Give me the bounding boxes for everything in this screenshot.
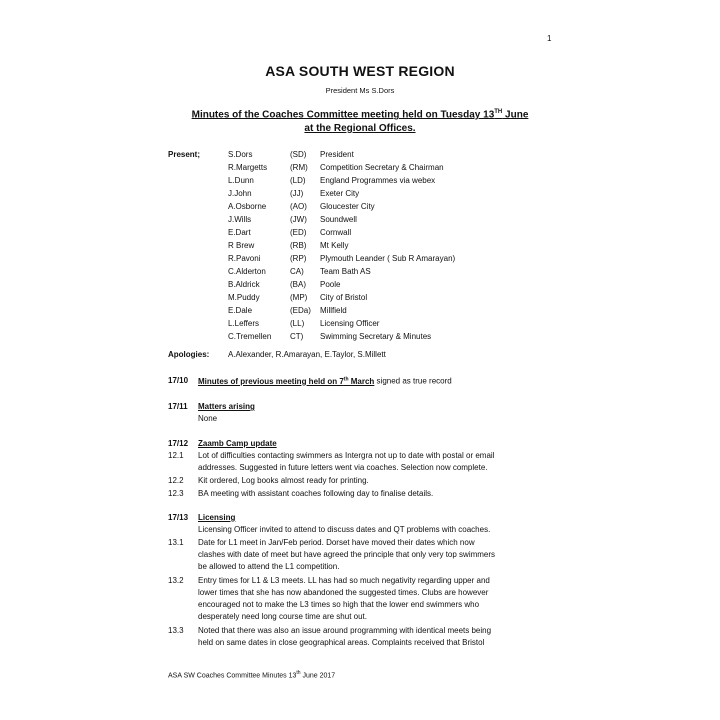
paragraph-line: Lot of difficulties contacting swimmers as Intergra not up to date with postal or email xyxy=(198,451,495,460)
paragraph-line: Licensing Officer invited to attend to discuss dates and QT problems with coaches. xyxy=(198,525,491,534)
attendee-role: City of Bristol xyxy=(320,293,368,302)
attendee-role: England Programmes via webex xyxy=(320,176,436,185)
attendee-initials: (LD) xyxy=(290,176,306,185)
paragraph-line: be allowed to attend the L1 competition. xyxy=(198,562,340,571)
attendee-initials: (EDa) xyxy=(290,306,311,315)
attendee-name: J.John xyxy=(228,189,252,198)
attendee-initials: (MP) xyxy=(290,293,308,302)
paragraph-line: encouraged not to make the L3 times so high that the lower end swimmers who xyxy=(198,600,480,609)
attendee-name: E.Dart xyxy=(228,228,251,237)
attendee-role: Competition Secretary & Chairman xyxy=(320,163,444,172)
document-title: ASA SOUTH WEST REGION xyxy=(265,63,455,79)
item-number: 17/12 xyxy=(168,439,189,448)
paragraph-number: 12.3 xyxy=(168,489,184,498)
attendee-initials: (RM) xyxy=(290,163,308,172)
attendee-role: Team Bath AS xyxy=(320,267,371,276)
attendee-name: C.Alderton xyxy=(228,267,266,276)
attendee-initials: (ED) xyxy=(290,228,307,237)
attendee-name: C.Tremellen xyxy=(228,332,272,341)
attendee-initials: (JJ) xyxy=(290,189,304,198)
paragraph-line: Noted that there was also an issue around programming with identical meets being xyxy=(198,626,492,635)
attendee-role: President xyxy=(320,150,354,159)
page-footer: ASA SW Coaches Committee Minutes 13th June 2017 xyxy=(168,670,336,680)
attendee-initials: (RP) xyxy=(290,254,307,263)
attendee-initials: (RB) xyxy=(290,241,307,250)
page-number: 1 xyxy=(547,34,552,43)
attendee-name: M.Puddy xyxy=(228,293,260,302)
attendee-initials: (AO) xyxy=(290,202,307,211)
paragraph-line: Date for L1 meet in Jan/Feb period. Dorset have moved their dates which now xyxy=(198,538,475,547)
minutes-heading-line-2: at the Regional Offices. xyxy=(304,123,416,134)
item-text: None xyxy=(198,414,218,423)
apologies-label: Apologies: xyxy=(168,350,210,359)
paragraph-number: 12.1 xyxy=(168,451,184,460)
attendee-initials: (LL) xyxy=(290,319,305,328)
attendee-name: A.Osborne xyxy=(228,202,267,211)
attendee-role: Cornwall xyxy=(320,228,352,237)
paragraph-line: lower times that she has now abandoned the suggested times. Clubs are however xyxy=(198,588,489,597)
attendee-name: R Brew xyxy=(228,241,255,250)
attendee-role: Plymouth Leander ( Sub R Amarayan) xyxy=(320,254,456,263)
attendee-role: Swimming Secretary & Minutes xyxy=(320,332,432,341)
attendee-role: Licensing Officer xyxy=(320,319,380,328)
present-label: Present; xyxy=(168,150,201,159)
document-subtitle: President Ms S.Dors xyxy=(325,86,395,95)
attendee-name: J.Wills xyxy=(228,215,252,224)
apologies-text: A.Alexander, R.Amarayan, E.Taylor, S.Millett xyxy=(228,350,386,359)
paragraph-line: BA meeting with assistant coaches following day to finalise details. xyxy=(198,489,434,498)
attendee-name: E.Dale xyxy=(228,306,253,315)
minutes-heading-line-1: Minutes of the Coaches Committee meeting held on Tuesday 13TH June xyxy=(191,109,529,121)
paragraph-number: 13.2 xyxy=(168,576,184,585)
attendee-name: R.Margetts xyxy=(228,163,268,172)
paragraph-line: clashes with date of meet but have agreed the principle that only very top swimmers xyxy=(198,550,496,559)
item-number: 17/13 xyxy=(168,513,189,522)
item-number: 17/11 xyxy=(168,402,188,411)
paragraph-number: 13.1 xyxy=(168,538,184,547)
item-title: Matters arising xyxy=(198,402,255,411)
attendee-initials: CT) xyxy=(290,332,304,341)
attendee-name: R.Pavoni xyxy=(228,254,261,263)
paragraph-line: addresses. Suggested in future letters went via coaches. Selection now complete. xyxy=(198,463,488,472)
attendee-name: L.Leffers xyxy=(228,319,259,328)
attendee-name: B.Aldrick xyxy=(228,280,260,289)
paragraph-line: Kit ordered, Log books almost ready for printing. xyxy=(198,476,369,485)
attendee-initials: (SD) xyxy=(290,150,307,159)
attendee-name: L.Dunn xyxy=(228,176,254,185)
attendee-role: Millfield xyxy=(320,306,347,315)
attendee-role: Poole xyxy=(320,280,341,289)
item-title: Licensing xyxy=(198,513,236,522)
attendee-role: Gloucester City xyxy=(320,202,375,211)
paragraph-line: Entry times for L1 & L3 meets. LL has had so much negativity regarding upper and xyxy=(198,576,490,585)
attendee-name: S.Dors xyxy=(228,150,253,159)
paragraph-number: 12.2 xyxy=(168,476,184,485)
paragraph-number: 13.3 xyxy=(168,626,184,635)
item-title: Zaamb Camp update xyxy=(198,439,277,448)
attendee-initials: CA) xyxy=(290,267,304,276)
paragraph-line: held on same dates in close geographical areas. Complaints received that Bristol xyxy=(198,638,485,647)
paragraph-line: desperately need long course time are shut out. xyxy=(198,612,367,621)
attendee-initials: (BA) xyxy=(290,280,306,289)
item-previous-minutes: Minutes of previous meeting held on 7th March signed as true record xyxy=(198,376,452,386)
attendee-initials: (JW) xyxy=(290,215,307,224)
attendee-role: Soundwell xyxy=(320,215,357,224)
item-number: 17/10 xyxy=(168,376,189,385)
attendee-role: Mt Kelly xyxy=(320,241,349,250)
attendee-role: Exeter City xyxy=(320,189,360,198)
